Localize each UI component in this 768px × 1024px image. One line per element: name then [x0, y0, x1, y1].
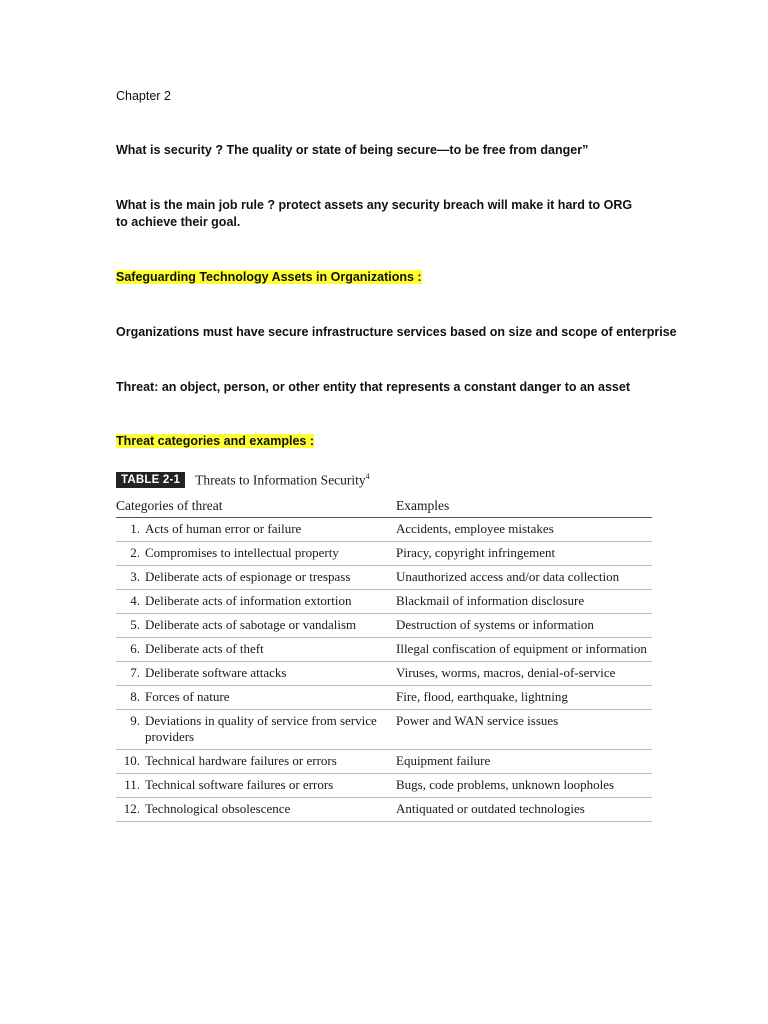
category-cell-content	[116, 713, 396, 745]
category-cell	[116, 710, 396, 750]
category-cell	[116, 542, 396, 566]
category-cell-content	[116, 593, 396, 609]
table-title-footnote: 4	[365, 471, 370, 481]
threat-category: Deliberate acts of espionage or trespass	[145, 569, 351, 584]
table-caption	[116, 468, 652, 492]
table-row	[116, 590, 652, 614]
category-cell-content	[116, 801, 396, 817]
category-cell-content	[116, 665, 396, 681]
row-number: 12.	[123, 801, 140, 816]
row-number: 8.	[130, 689, 140, 704]
row-number: 3.	[130, 569, 140, 584]
threat-category: Technical hardware failures or errors	[145, 753, 337, 768]
paragraph-infrastructure: Organizations must have secure infrastructure services based on size and scope of enterprise	[116, 325, 677, 339]
category-cell	[116, 662, 396, 686]
threats-table	[116, 492, 652, 822]
category-cell-content	[116, 617, 396, 633]
row-number: 7.	[130, 665, 140, 680]
column-header-examples: Examples	[396, 492, 652, 518]
column-header-categories: Categories of threat	[116, 492, 396, 518]
threat-category: Deliberate acts of sabotage or vandalism	[145, 617, 357, 632]
threat-examples: Accidents, employee mistakes	[396, 518, 652, 542]
category-cell	[116, 798, 396, 822]
category-cell	[116, 566, 396, 590]
table-row	[116, 662, 652, 686]
table-title-text: Threats to Information Security	[195, 472, 366, 488]
threat-examples: Power and WAN service issues	[396, 710, 652, 750]
threat-examples: Blackmail of information disclosure	[396, 590, 652, 614]
threat-examples: Illegal confiscation of equipment or information	[396, 638, 652, 662]
threat-examples: Unauthorized access and/or data collection	[396, 566, 652, 590]
row-number: 10.	[123, 753, 140, 768]
row-number: 2.	[130, 545, 140, 560]
category-cell-content	[116, 545, 396, 561]
table-row	[116, 614, 652, 638]
row-number: 5.	[130, 617, 140, 632]
table-row	[116, 566, 652, 590]
threat-examples: Fire, flood, earthquake, lightning	[396, 686, 652, 710]
category-cell-content	[116, 777, 396, 793]
table-row	[116, 774, 652, 798]
table-row	[116, 750, 652, 774]
table-row	[116, 638, 652, 662]
threats-table-figure	[116, 468, 652, 822]
threat-category: Deliberate software attacks	[145, 665, 287, 680]
category-cell-content	[116, 753, 396, 769]
threat-examples: Equipment failure	[396, 750, 652, 774]
category-cell	[116, 590, 396, 614]
table-row	[116, 710, 652, 750]
threat-category: Forces of nature	[145, 689, 230, 704]
paragraph-threat-definition: Threat: an object, person, or other entity that represents a constant danger to an asset	[116, 380, 630, 394]
chapter-heading: Chapter 2	[116, 89, 171, 103]
category-cell-content	[116, 689, 396, 705]
category-cell	[116, 638, 396, 662]
section-heading-safeguarding	[116, 269, 422, 286]
threat-category: Acts of human error or failure	[145, 521, 302, 536]
category-cell-content	[116, 569, 396, 585]
table-row	[116, 518, 652, 542]
category-cell	[116, 750, 396, 774]
threat-examples: Antiquated or outdated technologies	[396, 798, 652, 822]
category-cell-content	[116, 521, 396, 537]
category-cell	[116, 774, 396, 798]
row-number: 11.	[124, 777, 140, 792]
table-label: TABLE 2-1	[116, 472, 185, 488]
category-cell	[116, 686, 396, 710]
threat-examples: Viruses, worms, macros, denial-of-service	[396, 662, 652, 686]
highlighted-text: Safeguarding Technology Assets in Organizations :	[116, 270, 422, 284]
row-number: 6.	[130, 641, 140, 656]
threat-category: Compromises to intellectual property	[145, 545, 339, 560]
threat-examples: Destruction of systems or information	[396, 614, 652, 638]
threat-category: Deliberate acts of information extortion	[145, 593, 352, 608]
threat-category: Deliberate acts of theft	[145, 641, 264, 656]
table-header-row	[116, 492, 652, 518]
threat-examples: Piracy, copyright infringement	[396, 542, 652, 566]
table-body	[116, 518, 652, 822]
question-main-job-rule: What is the main job rule ? protect assets any security breach will make it hard to ORG to achieve their goal.	[116, 198, 633, 229]
row-number: 4.	[130, 593, 140, 608]
table-title	[195, 472, 370, 489]
threat-examples: Bugs, code problems, unknown loopholes	[396, 774, 652, 798]
highlighted-text: Threat categories and examples :	[116, 434, 314, 448]
threat-category: Deviations in quality of service from service providers	[145, 713, 377, 744]
threat-category: Technical software failures or errors	[145, 777, 334, 792]
category-cell-content	[116, 641, 396, 657]
category-cell	[116, 614, 396, 638]
row-number: 1.	[130, 521, 140, 536]
row-number: 9.	[130, 713, 140, 728]
question-security-definition: What is security ? The quality or state of being secure—to be free from danger”	[116, 143, 589, 157]
table-row	[116, 542, 652, 566]
category-cell	[116, 518, 396, 542]
table-row	[116, 798, 652, 822]
threat-category: Technological obsolescence	[145, 801, 291, 816]
table-row	[116, 686, 652, 710]
section-heading-threat-categories	[116, 433, 314, 450]
